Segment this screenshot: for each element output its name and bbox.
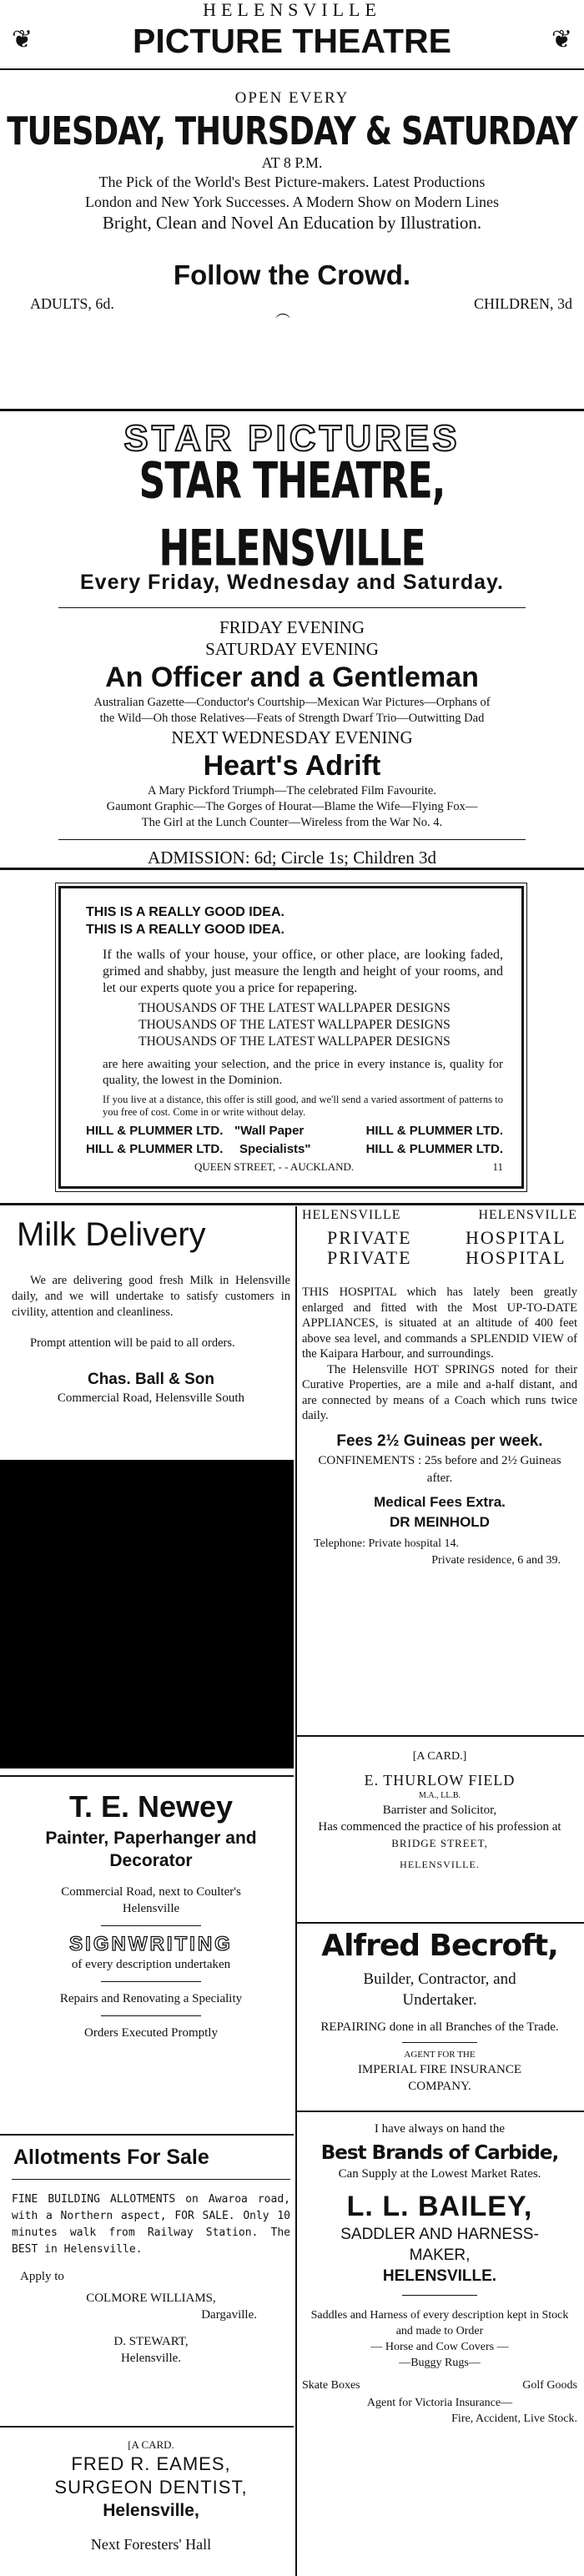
- firm-name-3: HILL & PLUMMER LTD.: [86, 1142, 224, 1156]
- becroft-company: IMPERIAL FIRE INSURANCE COMPANY.: [357, 2063, 522, 2093]
- theatre-title: PICTURE THEATRE: [133, 22, 451, 60]
- becroft-trade: Builder, Contractor, and Undertaker.: [363, 1970, 516, 2009]
- signwriting-sub: of every description undertaken: [71, 1958, 231, 1971]
- hospital-phone: Telephone: Private hospital 14.: [314, 1537, 459, 1550]
- signwriting: SIGNWRITING: [69, 1933, 233, 1955]
- ornament-right-icon: ❦: [551, 26, 572, 53]
- golf-goods: Golf Goods: [522, 2379, 577, 2392]
- bailey-body: Saddles and Harness of every description kept in Stock and made to Order: [310, 2309, 569, 2337]
- divider-rule: [0, 1203, 584, 1205]
- private-label: PRIVATE: [327, 1227, 412, 1248]
- hospital-confinements: CONFINEMENTS : 25s before and 2½ Guineas after.: [318, 1453, 561, 1485]
- milk-body-2: Prompt attention will be paid to all orders.: [30, 1336, 235, 1350]
- bailey-name: L. L. BAILEY,: [346, 2191, 533, 2222]
- bailey-agent: Agent for Victoria Insurance—: [366, 2397, 513, 2409]
- eames-town: Helensville,: [103, 2501, 199, 2520]
- milk-body-1: We are delivering good fresh Milk in Helensville daily, and we will undertake to satisfy customers in civility, attention and cleanliness.: [12, 1274, 290, 1319]
- feature-1: An Officer and a Gentleman: [105, 662, 479, 693]
- eames-role: SURGEON DENTIST,: [54, 2477, 248, 2498]
- eames-ad: [12, 2438, 290, 2554]
- field-card-ad: [302, 1748, 577, 1874]
- divider-rule: [297, 1735, 584, 1737]
- ad-number: 11: [492, 1160, 503, 1173]
- hospital-head-left: HELENSVILLE: [302, 1208, 401, 1222]
- buggy-rugs: —Buggy Rugs—: [399, 2357, 481, 2369]
- bailey-intro: I have always on hand the: [374, 2122, 506, 2136]
- field-degrees: M.A., LL.B.: [419, 1791, 461, 1800]
- saturday-evening: SATURDAY EVENING: [205, 639, 379, 659]
- bailey-ad: [302, 2121, 577, 2427]
- milk-address: Commercial Road, Helensville South: [57, 1391, 245, 1405]
- eames-card: [A CARD.: [128, 2438, 174, 2451]
- friday-evening: FRIDAY EVENING: [219, 617, 365, 637]
- thousands-3: THOUSANDS OF THE LATEST WALLPAPER DESIGNS: [138, 1034, 451, 1049]
- firm-name-4: HILL & PLUMMER LTD.: [365, 1142, 503, 1156]
- eames-next: Next Foresters' Hall: [90, 2536, 212, 2553]
- divider-rule: [0, 1775, 294, 1777]
- hospital-label: HOSPITAL: [466, 1227, 566, 1248]
- field-body: Has commenced the practice of his profession at: [318, 1820, 561, 1834]
- milk-delivery-ad: [12, 1215, 290, 1406]
- milk-firm: Chas. Ball & Son: [87, 1371, 215, 1388]
- good-idea-2: THIS IS A REALLY GOOD IDEA.: [86, 923, 284, 937]
- theatre-town: HELENSVILLE: [203, 0, 381, 20]
- feature-2: Heart's Adrift: [203, 750, 381, 782]
- becroft-name: Alfred Becroft,: [321, 1929, 558, 1963]
- theatre-line-3: Bright, Clean and Novel An Education by Illustration.: [102, 213, 482, 233]
- support-1a: Australian Gazette—Conductor's Courtship—Mexican War Pictures—Orphans of: [93, 696, 491, 709]
- hospital-head-right: HELENSVILLE: [478, 1208, 577, 1222]
- wallpaper-body-3: If you live at a distance, this offer is still good, and we'll send a varied assortment of patterns to you free of cost. Come in or write without delay.: [103, 1094, 503, 1118]
- newey-name: T. E. Newey: [68, 1789, 234, 1824]
- doctor-name: DR MEINHOLD: [390, 1513, 490, 1530]
- skate-boxes: Skate Boxes: [302, 2379, 360, 2392]
- star-theatre-ad: [0, 417, 584, 868]
- show-days: TUESDAY, THURSDAY & SATURDAY: [7, 108, 577, 154]
- picture-theatre-ad: [0, 0, 584, 320]
- wallpaper-ad-box: [58, 886, 524, 1189]
- allotments-body: FINE BUILDING ALLOTMENTS on Awaroa road, with a Northern aspect, FOR SALE. Only 10 minutes walk from Railway Station. The BEST in Helensville.: [12, 2193, 290, 2256]
- allotments-title: Allotments For Sale: [13, 2146, 209, 2169]
- bailey-town: HELENSVILLE.: [382, 2267, 497, 2285]
- hospital-label-2: HOSPITAL: [466, 1247, 566, 1268]
- agent-1-town: Dargaville.: [201, 2308, 257, 2322]
- ornament-left-icon: ❦: [12, 26, 33, 53]
- agent-2: D. STEWART,: [113, 2335, 189, 2348]
- hospital-fees: Fees 2½ Guineas per week.: [336, 1431, 543, 1450]
- newey-ad: [12, 1789, 290, 2041]
- bailey-fire: Fire, Accident, Live Stock.: [451, 2412, 577, 2425]
- field-name: E. THURLOW FIELD: [364, 1772, 516, 1789]
- divider-rule: [0, 409, 584, 411]
- becroft-agent: AGENT FOR THE: [404, 2050, 476, 2060]
- good-idea-1: THIS IS A REALLY GOOD IDEA.: [86, 905, 284, 919]
- bailey-trade: SADDLER AND HARNESS-MAKER,: [340, 2226, 539, 2264]
- carbide: Best Brands of Carbide,: [320, 2142, 559, 2164]
- hospital-residence: Private residence, 6 and 39.: [431, 1553, 561, 1567]
- support-2c: The Girl at the Lunch Counter—Wireless from the War No. 4.: [141, 816, 443, 829]
- becroft-repairing: REPAIRING done in all Branches of the Trade.: [320, 2020, 559, 2034]
- carbide-supply: Can Supply at the Lowest Market Rates.: [338, 2167, 541, 2181]
- newey-address: Commercial Road, next to Coulter's Helensville: [61, 1885, 241, 1915]
- wallpaper-body-2: are here awaiting your selection, and the price in every instance is, quality for quality, the lowest in the Dominion.: [103, 1058, 503, 1087]
- field-town: HELENSVILLE.: [400, 1859, 480, 1870]
- redacted-block: [0, 1460, 294, 1768]
- thousands-1: THOUSANDS OF THE LATEST WALLPAPER DESIGNS: [138, 1001, 451, 1015]
- next-wednesday: NEXT WEDNESDAY EVENING: [171, 727, 413, 747]
- agent-1: COLMORE WILLIAMS,: [86, 2292, 216, 2305]
- milk-title: Milk Delivery: [17, 1216, 206, 1253]
- star-theatre-title: STAR THEATRE, HELENSVILLE: [138, 452, 446, 578]
- newey-trade: Painter, Paperhanger and Decorator: [45, 1829, 257, 1870]
- allotments-ad: [12, 2144, 290, 2367]
- hospital-body-2: The Helensville HOT SPRINGS noted for their Curative Properties, are a mile and a-half distant, and are connected by means of a Coach which runs twice daily.: [302, 1362, 577, 1422]
- children-price: CHILDREN, 3d: [474, 295, 572, 312]
- eames-name: FRED R. EAMES,: [71, 2453, 231, 2474]
- horse-covers: — Horse and Cow Covers —: [370, 2341, 509, 2353]
- hospital-ad: [302, 1208, 577, 1569]
- divider-rule: [0, 2426, 294, 2428]
- wall-paper-label: "Wall Paper: [234, 1124, 305, 1138]
- theatre-line-1: The Pick of the World's Best Picture-makers. Latest Productions: [98, 174, 486, 190]
- divider-rule: [297, 2111, 584, 2112]
- orders-prompt: Orders Executed Promptly: [84, 2026, 218, 2040]
- becroft-ad: [302, 1927, 577, 2095]
- divider-flourish-icon: ︵: [275, 304, 290, 320]
- thousands-2: THOUSANDS OF THE LATEST WALLPAPER DESIGNS: [138, 1018, 451, 1032]
- private-label-2: PRIVATE: [327, 1247, 412, 1268]
- repairs-speciality: Repairs and Renovating a Speciality: [59, 1992, 243, 2005]
- specialists-label: Specialists": [239, 1142, 311, 1156]
- adults-price: ADULTS, 6d.: [30, 295, 114, 312]
- support-1b: the Wild—Oh those Relatives—Feats of Strength Dwarf Trio—Outwitting Dad: [99, 712, 485, 725]
- medical-fees: Medical Fees Extra.: [374, 1493, 506, 1510]
- follow-the-crowd: Follow the Crowd.: [173, 259, 411, 290]
- agent-2-town: Helensville.: [120, 2352, 182, 2365]
- field-street: BRIDGE STREET,: [391, 1837, 488, 1849]
- apply-to: Apply to: [20, 2270, 64, 2283]
- theatre-line-2: London and New York Successes. A Modern Show on Modern Lines: [85, 194, 499, 210]
- show-time: AT 8 P.M.: [261, 154, 323, 171]
- field-role: Barrister and Solicitor,: [382, 1804, 497, 1817]
- firm-name-1: HILL & PLUMMER LTD.: [86, 1124, 224, 1138]
- open-every: OPEN EVERY: [234, 89, 350, 107]
- admission-prices: ADMISSION: 6d; Circle 1s; Children 3d: [148, 848, 436, 868]
- support-2a: A Mary Pickford Triumph—The celebrated Film Favourite.: [148, 784, 436, 797]
- hospital-body: THIS HOSPITAL which has lately been greatly enlarged and fitted with the Most UP-TO-DATE APPLIANCES, is situated at an altitude of 400 feet above sea level, and commands a SPLENDID VIEW of the Kaipara Harbour, and surroundings.: [302, 1285, 577, 1361]
- divider-rule: [0, 868, 584, 870]
- field-card: [A CARD.]: [412, 1750, 467, 1763]
- wallpaper-body-1: If the walls of your house, your office, or other place, are looking faded, grimed and shabby, just measure the length and height of your rooms, and let our experts quote you a price for repapering.: [103, 948, 503, 995]
- divider-rule: [297, 1922, 584, 1924]
- divider-rule: [0, 2134, 294, 2136]
- wallpaper-address: QUEEN STREET, - - AUCKLAND.: [194, 1160, 355, 1173]
- firm-name-2: HILL & PLUMMER LTD.: [365, 1124, 503, 1138]
- column-divider: [295, 1206, 297, 2576]
- support-2b: Gaumont Graphic—The Gorges of Hourat—Blame the Wife—Flying Fox—: [106, 800, 478, 813]
- star-pictures-heading: STAR PICTURES: [123, 418, 461, 459]
- star-days: Every Friday, Wednesday and Saturday.: [79, 571, 504, 594]
